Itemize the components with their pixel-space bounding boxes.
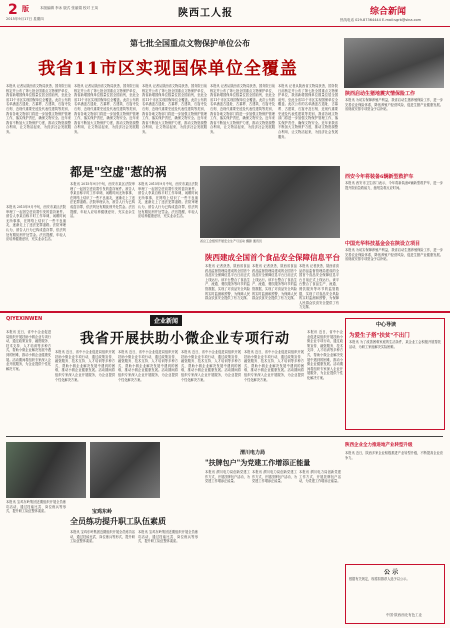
page-number: 2 [8,2,18,18]
bottom-mid-body-col-2: 本报讯 渭川电力局创新党建工作方式，开展扶牌包户活动，为党建工作增添正能量。 [252,470,297,484]
enterprise-body-col-3: 本报讯 近日，省中小企业促进局组织开展扶助小微企业专项行动，通过政策宣传、融资服务、技术支持、人才培训等多种方式，帮助小微企业解决发展中遇到的困难，推动小微企业健康发展。活动期间将组织专家深入企业开展服务，为企业提供个性化解决方案。 [118,350,178,382]
bottom-left-photo [6,442,86,498]
enterprise-body-col-5: 本报讯 近日，省中小企业促进局组织开展扶助小微企业专项行动，通过政策宣传、融资服务、技术支持、人才培训等多种方式，帮助小微企业解决发展中遇到的困难，推动小微企业健康发展。活动期间将组织专家深入企业开展服务，为企业提供个性化解决方案。 [244,350,304,382]
date-line: 2015年9月17日 星期四 [6,17,44,21]
notice-signature: 中国·陕西西北有色工业 [386,613,423,617]
page-header [0,0,450,27]
center-story-body-col-1: 本报讯 记者获悉，陕西省食品药品监督管理局建成的全国首个食品安全保障信息平台日前正式上线运行。该平台整合了食品生产、流通、餐饮服务等环节的监管数据，实现了对食品安全风险的实时监测和预警，为保障人民群众饮食安全提供了有力支撑。 [205,264,250,301]
bottom-mid-headline-wrap [205,458,345,468]
bottom-left-body-col-3: 本报讯 宝鸡东岭集团近期组织开展全员练功活动，通过技能比武、岗位练兵等形式，提升职工队伍整体素质。 [138,530,198,544]
right-headline-2: 西安今年将装备6辆新型救护车 [345,174,414,180]
top-story-body-col-5: 本报讯 记者从陕西省文物局获悉，国务院日前核定并公布了第七批全国重点文物保护单位，我省新增国保单位数量位居全国前列，至此全省11个市区实现国保单位全覆盖。此次公布的名单涵盖古遗址、古墓葬、古建筑、石窟寺及石刻、近现代重要史迹及代表性建筑等类别，我省各地文物部门将进一步加强文物保护管理工作，落实保护责任，确保文物安全。近年来我省不断加大文物保护力度，推动文物资源整合利用，让文物活起来，为经济社会发展服务。 [278,84,338,139]
lower-divider [6,436,443,437]
top-kicker-wrap [90,38,290,49]
bottom-right-headline: 陕西企业全力推进地产业转型升级 [345,443,413,448]
top-story-body-col-2: 本报讯 记者从陕西省文物局获悉，国务院日前核定并公布了第七批全国重点文物保护单位，我省新增国保单位数量位居全国前列，至此全省11个市区实现国保单位全覆盖。此次公布的名单涵盖古遗址、古墓葬、古建筑、石窟寺及石刻、近现代重要史迹及代表性建筑等类别，我省各地文物部门将进一步加强文物保护管理工作，落实保护责任，确保文物安全。近年来我省不断加大文物保护力度，推动文物资源整合利用，让文物活起来，为经济社会发展服务。 [74,84,139,134]
story-2-body-col-3: 本报讯 2015年9月中旬，西安市某区法院审理了一起因空虚寂寞引发的盗窃案件。被告人李某自称平时工作单调，闲暇时间无所事事，在网络上结识了一些不良朋友，逐渐走上了违法犯罪道路。法院审理认为，被告人行为已构成盗窃罪，依法判处有期徒刑并处罚金。法官提醒，年轻人应培养健康爱好，充实业余生活。 [138,182,198,219]
photo-caption: 省总工会组织开展安全生产月活动 摄影 通讯员 [200,239,262,243]
bottom-left-body-col-1: 本报讯 宝鸡东岭集团近期组织开展全员练功活动，通过技能比武、岗位练兵等形式，提升职工队伍整体素质。 [6,500,66,514]
center-story-body-col-3: 本报讯 记者获悉，陕西省食品药品监督管理局建成的全国首个食品安全保障信息平台日前正式上线运行。该平台整合了食品生产、流通、餐饮服务等环节的监管数据，实现了对食品安全风险的实时监测和预警，为保障人民群众饮食安全提供了有力支撑。 [299,264,339,310]
right-body-2: 本报讯 西安市卫生部门表示，今年将新装备6辆新型救护车，进一步提升院前急救能力，缩短急救反应时间。 [345,181,443,190]
enterprise-body-col-4: 本报讯 近日，省中小企业促进局组织开展扶助小微企业专项行动，通过政策宣传、融资服务、技术支持、人才培训等多种方式，帮助小微企业解决发展中遇到的困难，推动小微企业健康发展。活动期间将组织专家深入企业开展服务，为企业提供个性化解决方案。 [181,350,241,382]
bottom-left-body-col-2: 本报讯 宝鸡东岭集团近期组织开展全员练功活动，通过技能比武、岗位练兵等形式，提升职工队伍整体素质。 [70,530,135,544]
feature-box [345,318,445,430]
center-story-headline: 陕西建成全国首个食品安全保障信息平台 [205,253,340,262]
enterprise-body-col-1: 本报讯 近日，省中小企业促进局组织开展扶助小微企业专项行动，通过政策宣传、融资服务、技术支持、人才培训等多种方式，帮助小微企业解决发展中遇到的困难，推动小微企业健康发展。活动期间将组织专家深入企业开展服务，为企业提供个性化解决方案。 [6,330,51,371]
section-banner-pinyin: QIYEXINWEN [6,316,43,322]
story-2-headline-wrap [70,163,190,180]
bottom-mid-photo [90,442,160,498]
section-name: 综合新闻 [370,7,407,17]
top-story-kicker: 第七批全国重点文物保护单位公布 [130,38,250,48]
center-headline-wrap [205,252,345,263]
notice-title: 公 示 [384,569,399,576]
news-photo [200,166,340,238]
center-story-body-col-2: 本报讯 记者获悉，陕西省食品药品监督管理局建成的全国首个食品安全保障信息平台日前正式上线运行。该平台整合了食品生产、流通、餐饮服务等环节的监管数据，实现了对食品安全风险的实时监测和预警，为保障人民群众饮食安全提供了有力支撑。 [252,264,297,301]
notice-body: 根据有关规定，现将拟推荐人选予以公示。 [349,577,410,581]
top-story-body-col-4: 本报讯 记者从陕西省文物局获悉，国务院日前核定并公布了第七批全国重点文物保护单位，我省新增国保单位数量位居全国前列，至此全省11个市区实现国保单位全覆盖。此次公布的名单涵盖古遗址、古墓葬、古建筑、石窟寺及石刻、近现代重要史迹及代表性建筑等类别，我省各地文物部门将进一步加强文物保护管理工作，落实保护责任，确保文物安全。近年来我省不断加大文物保护力度，推动文物资源整合利用，让文物活起来，为经济社会发展服务。 [210,84,275,134]
enterprise-body-col-2: 本报讯 近日，省中小企业促进局组织开展扶助小微企业专项行动，通过政策宣传、融资服务、技术支持、人才培训等多种方式，帮助小微企业解决发展中遇到的困难，推动小微企业健康发展。活动期间将组织专家深入企业开展服务，为企业提供个性化解决方案。 [55,350,115,382]
story-2-body-col-1: 本报讯 2015年9月中旬，西安市某区法院审理了一起因空虚寂寞引发的盗窃案件。被告人李某自称平时工作单调，闲暇时间无所事事，在网络上结识了一些不良朋友，逐渐走上了违法犯罪道路。法院审理认为，被告人行为已构成盗窃罪，依法判处有期徒刑并处罚金。法官提醒，年轻人应培养健康爱好，充实业余生活。 [6,205,66,242]
feature-kicker: 中心导读 [376,322,397,328]
feature-body: 本报讯 为了改善困难家庭的生活条件，某企业工会积极开展帮扶活动，为职工家庭解决实际困难。 [349,340,441,349]
newspaper-name: 陕西工人报 [178,8,233,19]
enterprise-headline-wrap [55,328,315,348]
enterprise-body-col-6: 本报讯 近日，省中小企业促进局组织开展扶助小微企业专项行动，通过政策宣传、融资服务、技术支持、人才培训等多种方式，帮助小微企业解决发展中遇到的困难，推动小微企业健康发展。活动期间将组织专家深入企业开展服务，为企业提供个性化解决方案。 [307,330,343,380]
contact-line: 热线电话 029-87364444 E-mail:sgrb@sina.com [340,18,422,22]
feature-headline: 为爱生子搭"扶贫"不出门 [349,333,410,339]
enterprise-story-headline: 我省开展扶助小微企业专项行动 [80,331,290,347]
bottom-left-kicker: 宝鸡东岭 [92,509,113,515]
bottom-mid-kicker: 渭川电力局 [240,450,266,456]
right-body-3: 本报讯 为切实保障养殖户利益，我省启动生猪养殖保险工作，进一步完善农业保险体系，降低养殖户经营风险，促进生猪产业健康发展。省财政安排专项资金予以补贴。 [345,248,443,262]
bottom-left-headline-wrap [70,516,200,527]
right-column-photo [344,38,444,88]
notice-box [345,564,445,624]
section-banner: 企业新闻 [150,315,182,326]
bottom-left-headline: 全员练功提升职工队伍素质 [70,516,166,526]
right-headline-1: 陕西启动生猪地震灾情保险工作 [345,91,416,97]
top-story-headline: 我省11市区实现国保单位全覆盖 [38,59,298,79]
top-story-body-col-1: 本报讯 记者从陕西省文物局获悉，国务院日前核定并公布了第七批全国重点文物保护单位，我省新增国保单位数量位居全国前列，至此全省11个市区实现国保单位全覆盖。此次公布的名单涵盖古遗址、古墓葬、古建筑、石窟寺及石刻、近现代重要史迹及代表性建筑等类别，我省各地文物部门将进一步加强文物保护管理工作，落实保护责任，确保文物安全。近年来我省不断加大文物保护力度，推动文物资源整合利用，让文物活起来，为经济社会发展服务。 [6,84,71,134]
top-headline-wrap [28,54,308,79]
bottom-mid-body-col-1: 本报讯 渭川电力局创新党建工作方式，开展扶牌包户活动，为党建工作增添正能量。 [205,470,250,484]
right-body-1: 本报讯 为切实保障养殖户利益，我省启动生猪养殖保险工作，进一步完善农业保险体系，降低养殖户经营风险，促进生猪产业健康发展。省财政安排专项资金予以补贴。 [345,98,443,112]
page-number-label: 版 [22,4,29,13]
bottom-mid-body-col-3: 本报讯 渭川电力局创新党建工作方式，开展扶牌包户活动，为党建工作增添正能量。 [299,470,341,484]
bottom-mid-headline: "扶牌包户"为党建工作增添正能量 [205,458,311,467]
top-story-body-col-3: 本报讯 记者从陕西省文物局获悉，国务院日前核定并公布了第七批全国重点文物保护单位，我省新增国保单位数量位居全国前列，至此全省11个市区实现国保单位全覆盖。此次公布的名单涵盖古遗址、古墓葬、古建筑、石窟寺及石刻、近现代重要史迹及代表性建筑等类别，我省各地文物部门将进一步加强文物保护管理工作，落实保护责任，确保文物安全。近年来我省不断加大文物保护力度，推动文物资源整合利用，让文物活起来，为经济社会发展服务。 [142,84,207,134]
story-2-body-col-2: 本报讯 2015年9月中旬，西安市某区法院审理了一起因空虚寂寞引发的盗窃案件。被告人李某自称平时工作单调，闲暇时间无所事事，在网络上结识了一些不良朋友，逐渐走上了违法犯罪道路。法院审理认为，被告人行为已构成盗窃罪，依法判处有期徒刑并处罚金。法官提醒，年轻人应培养健康爱好，充实业余生活。 [70,182,135,219]
story-2-headline: 都是"空虚"惹的祸 [70,165,167,179]
editor-line: 本版编辑 李冰 版式 张丽娟 校对 王凤 [40,6,99,10]
bottom-right-body: 本报讯 近日，陕西多家企业积极推进产业转型升级，不断提高企业竞争力。 [345,451,443,460]
right-headline-3: 中国光华科技基金会在陕设立项目 [345,241,421,247]
section-divider [0,311,450,313]
